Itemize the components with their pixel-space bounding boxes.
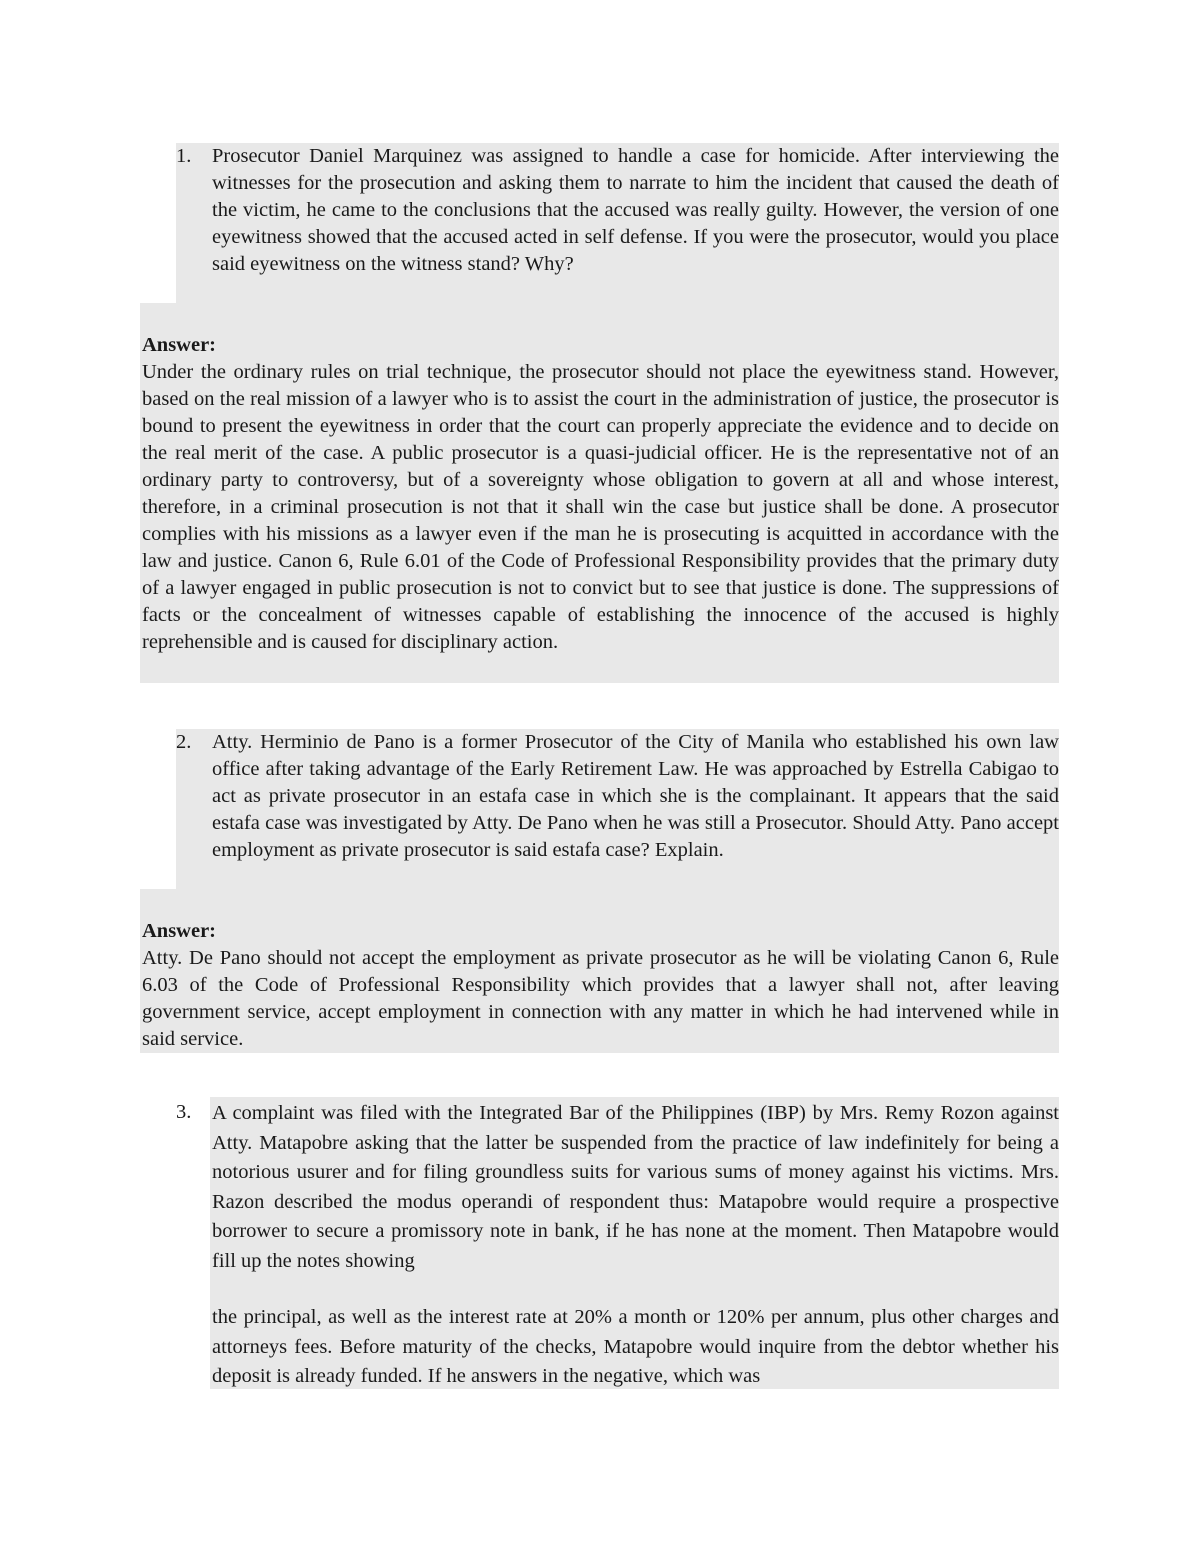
question-3-text-continued: the principal, as well as the interest rate at 20% a month or 120% per annum, plus other charges and attorneys fees. Before maturity of the checks, Matapobre would inquire from the debtor whether his deposit is already funded. If he answers in the negative, which was [212, 1306, 1059, 1387]
question-2-text: Atty. Herminio de Pano is a former Prosecutor of the City of Manila who established his own law office after taking advantage of the Early Retirement Law. He was approached by Estrella Cabigao to act as private prosecutor in an estafa case in which she is the complainant. It appears that the said estafa case was investigated by Atty. De Pano when he was still a Prosecutor. Should Atty. Pano accept employment as private prosecutor is said estafa case? Explain. [212, 731, 1059, 861]
question-2-number: 2. [176, 731, 192, 753]
question-1-indent-gap [140, 143, 176, 303]
answer-1-label: Answer: [142, 334, 217, 356]
answer-2-label: Answer: [142, 920, 217, 942]
question-1-text: Prosecutor Daniel Marquinez was assigned to handle a case for homicide. After interviewing the witnesses for the prosecution and asking them to narrate to him the incident that caused the death of the victim, he came to the conclusions that the accused was really guilty. However, the version of one eyewitness showed that the accused acted in self defense. If you were the prosecutor, would you place said eyewitness on the witness stand? Why? [212, 145, 1059, 275]
question-1-number: 1. [176, 145, 192, 167]
question-3-number: 3. [176, 1101, 192, 1123]
answer-1-text: Under the ordinary rules on trial technique, the prosecutor should not place the eyewitness stand. However, based on the real mission of a lawyer who is to assist the court in the administration of justice, the prosecutor is bound to present the eyewitness in order that the court can properly appreciate the evidence and to decide on the real merit of the case. A public prosecutor is a quasi-judicial officer. He is the representative not of an ordinary party to controversy, but of a sovereignty whose obligation to govern at all and whose interest, therefore, in a criminal prosecution is not that it shall win the case but justice shall be done. A prosecutor complies with his missions as a lawyer even if the man he is prosecuting is acquitted in accordance with the law and justice. Canon 6, Rule 6.01 of the Code of Professional Responsibility provides that the primary duty of a lawyer engaged in public prosecution is not to convict but to see that justice is done. The suppressions of facts or the concealment of witnesses capable of establishing the innocence of the accused is highly reprehensible and is caused for disciplinary action. [142, 361, 1059, 653]
question-2-indent-gap [140, 729, 176, 889]
answer-2-text: Atty. De Pano should not accept the employment as private prosecutor as he will be violating Canon 6, Rule 6.03 of the Code of Professional Responsibility which provides that a lawyer shall not, after leaving government service, accept employment in connection with any matter in which he had intervened while in said service. [142, 947, 1059, 1050]
question-3-text: A complaint was filed with the Integrated Bar of the Philippines (IBP) by Mrs. Remy Rozon against Atty. Matapobre asking that the latter be suspended from the practice of law indefinitely for being a notorious usurer and for filing groundless suits for various sums of money against his victims. Mrs. Razon described the modus operandi of respondent thus: Matapobre would require a prospective borrower to secure a promissory note in bank, if he has none at the moment. Then Matapobre would fill up the notes showing [212, 1102, 1059, 1272]
